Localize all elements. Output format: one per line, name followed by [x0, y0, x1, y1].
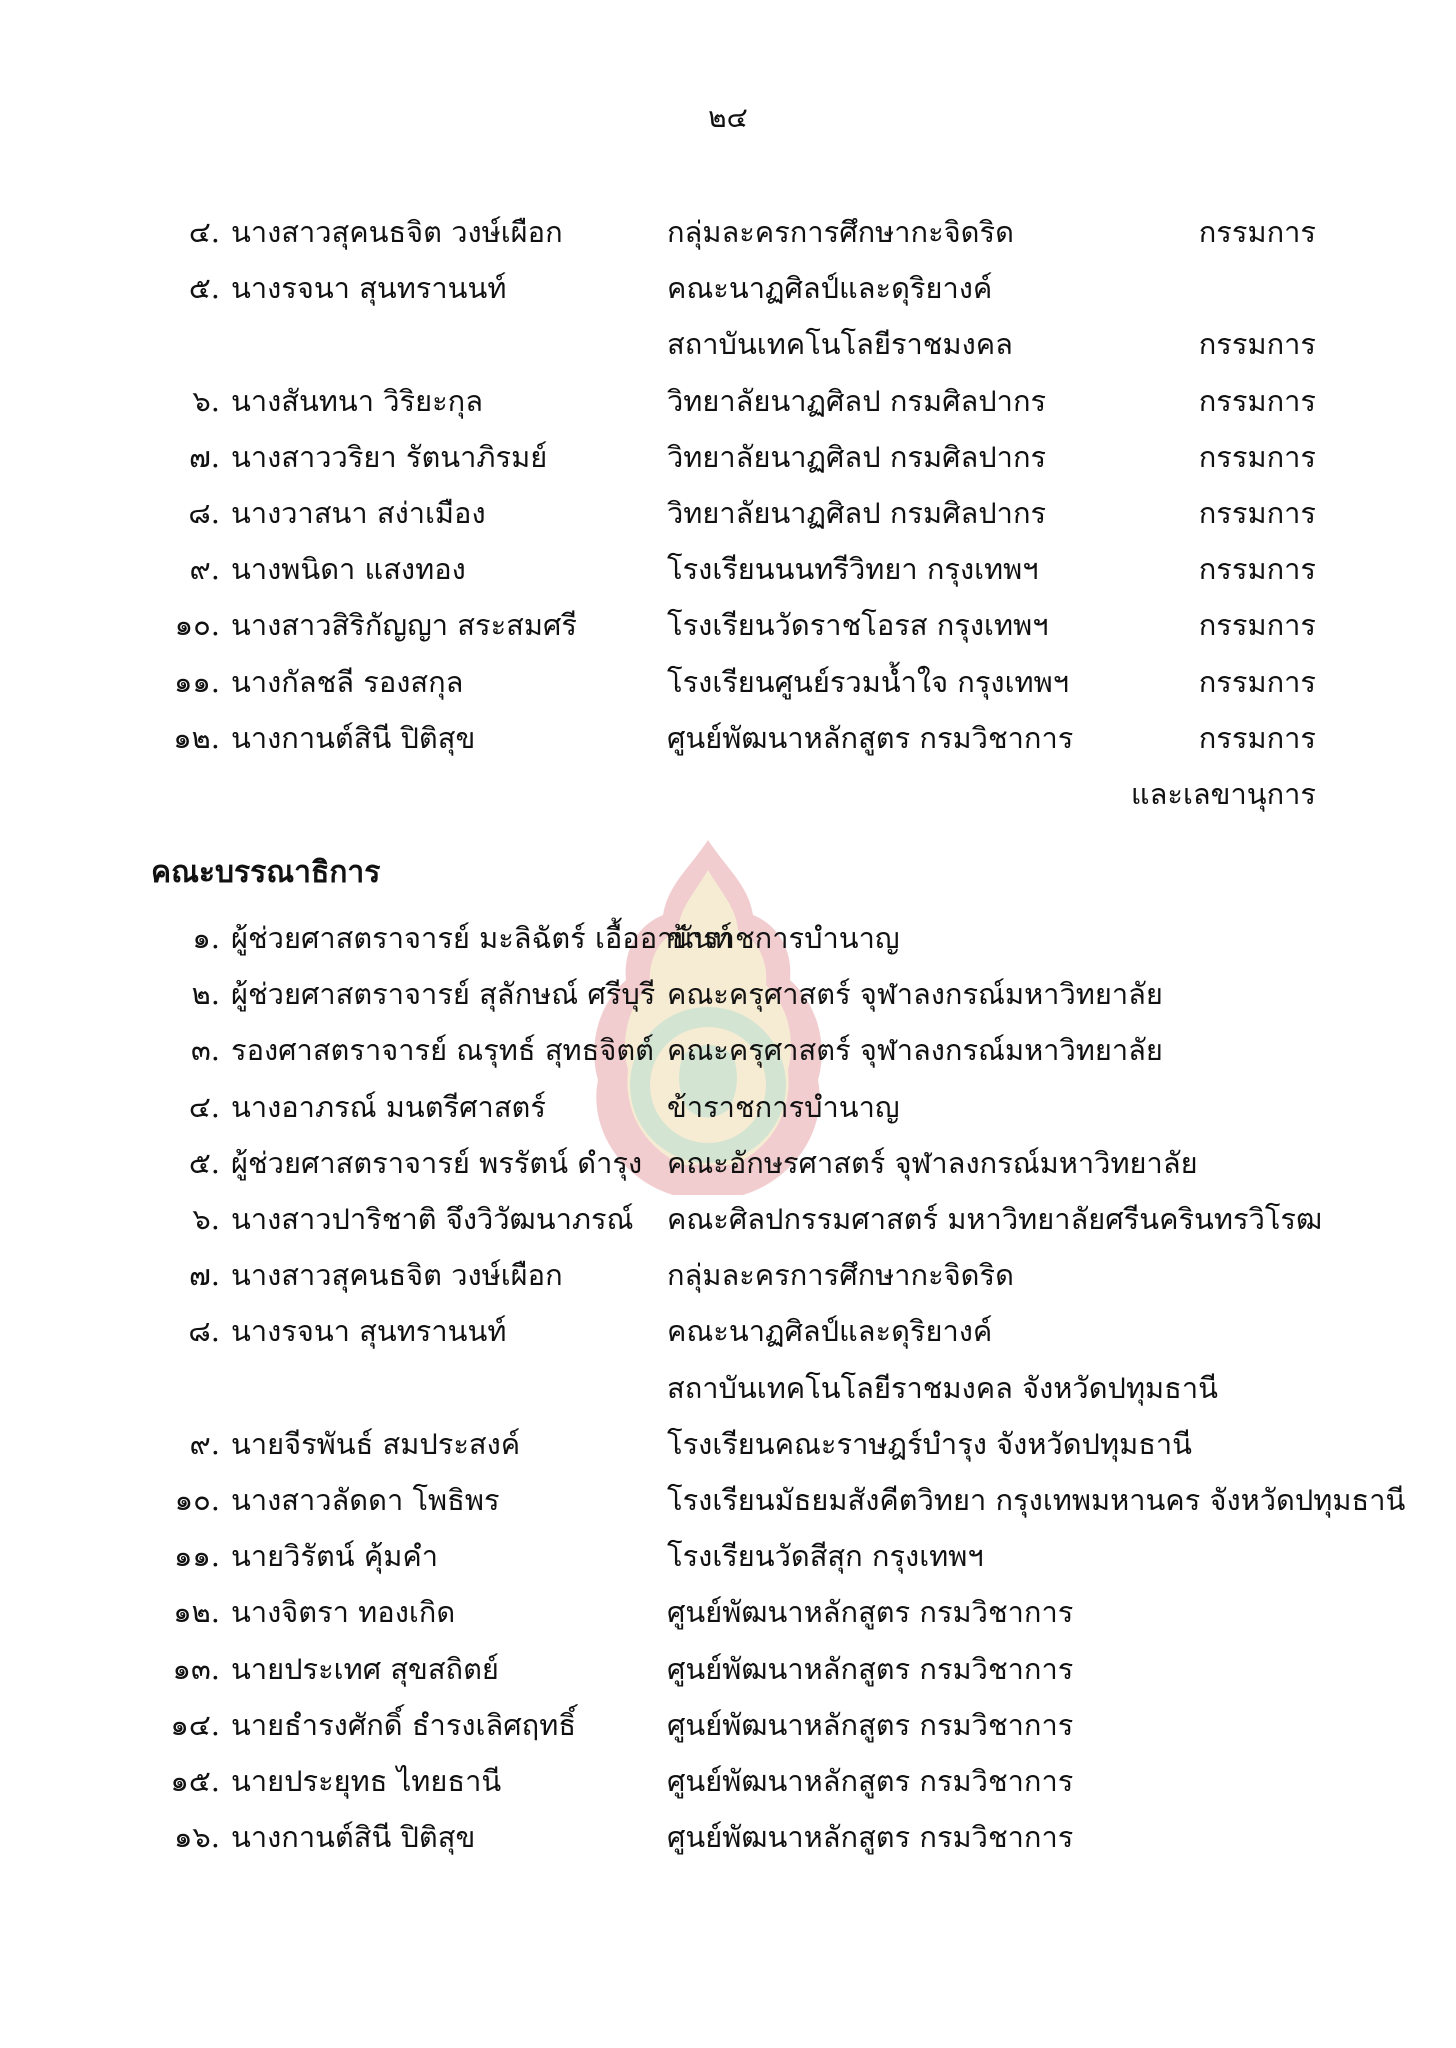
member-affiliation: วิทยาลัยนาฏศิลป กรมศิลปากร [667, 496, 1047, 530]
list-item [0, 1022, 1456, 1078]
member-role: กรรมการ [1198, 552, 1316, 587]
member-name: นางสาวสุคนธจิต วงษ์เผือก [231, 215, 563, 249]
list-item [0, 485, 1456, 541]
member-role: กรรมการ [1198, 664, 1316, 699]
member-name: ผู้ช่วยศาสตราจารย์ มะลิฉัตร์ เอื้ออานันท์ [231, 921, 733, 955]
member-name: ผู้ช่วยศาสตราจารย์ สุลักษณ์ ศรีบุรี [231, 977, 656, 1012]
list-item [0, 1416, 1456, 1472]
item-number: ๘. [188, 1314, 220, 1349]
member-role: กรรมการ [1198, 439, 1316, 474]
member-name: นางสาวสิริกัญญา สระสมศรี [231, 608, 577, 643]
member-name: นางกานต์สินี ปิติสุข [231, 720, 476, 755]
member-affiliation: กลุ่มละครการศึกษากะจิดริด [667, 215, 1014, 249]
member-affiliation: คณะศิลปกรรมศาสตร์ มหาวิทยาลัยศรีนครินทรวิโรฒ [667, 1202, 1323, 1236]
list-item [0, 1697, 1456, 1753]
item-number: ๓. [190, 1033, 220, 1068]
list-item [0, 654, 1456, 710]
list-item [0, 766, 1456, 822]
item-number: ๗. [188, 1258, 220, 1293]
item-number: ๙. [189, 1426, 220, 1461]
list-item [0, 1641, 1456, 1697]
member-role: กรรมการ [1198, 383, 1316, 418]
member-affiliation: วิทยาลัยนาฏศิลป กรมศิลปากร [667, 439, 1047, 474]
list-item [0, 1472, 1456, 1528]
member-affiliation: โรงเรียนวัดราชโอรส กรุงเทพฯ [667, 608, 1049, 643]
item-number: ๑๖. [173, 1820, 220, 1855]
list-item [0, 1753, 1456, 1809]
list-item [0, 204, 1456, 260]
member-affiliation: กลุ่มละครการศึกษากะจิดริด [667, 1258, 1014, 1293]
item-number: ๖. [192, 383, 220, 418]
member-name: นางสาวลัดดา โพธิพร [231, 1483, 500, 1517]
member-role: กรรมการ [1198, 720, 1316, 755]
member-name: นายวิรัตน์ คุ้มคำ [231, 1539, 439, 1574]
item-number: ๕. [188, 271, 220, 306]
item-number: ๑. [192, 921, 220, 955]
member-name: นายประยุทธ ไทยธานี [231, 1764, 502, 1798]
member-name: นางอาภรณ์ มนตรีศาสตร์ [231, 1089, 546, 1124]
item-number: ๔. [188, 1089, 220, 1124]
editorial-heading: คณะบรรณาธิการ [151, 855, 381, 890]
member-affiliation: โรงเรียนศูนย์รวมน้ำใจ กรุงเทพฯ [667, 664, 1070, 699]
item-number: ๑๑. [173, 1539, 220, 1574]
list-item [0, 316, 1456, 372]
member-name: นางสาวสุคนธจิต วงษ์เผือก [231, 1258, 563, 1293]
member-name: นางพนิดา แสงทอง [231, 552, 466, 587]
member-affiliation: โรงเรียนวัดสีสุก กรุงเทพฯ [667, 1539, 984, 1574]
member-name: นางรจนา สุนทรานนท์ [231, 1314, 507, 1349]
member-affiliation: คณะนาฏศิลป์และดุริยางค์ [667, 1314, 993, 1349]
member-affiliation: ศูนย์พัฒนาหลักสูตร กรมวิชาการ [667, 1651, 1074, 1686]
member-affiliation: ข้าราชการบำนาญ [667, 921, 900, 955]
member-affiliation: ศูนย์พัฒนาหลักสูตร กรมวิชาการ [667, 1595, 1074, 1630]
list-item [0, 910, 1456, 966]
member-affiliation: ศูนย์พัฒนาหลักสูตร กรมวิชาการ [667, 1764, 1074, 1798]
member-affiliation: วิทยาลัยนาฏศิลป กรมศิลปากร [667, 383, 1047, 418]
item-number: ๑๑. [173, 664, 220, 699]
member-name: นางสาวปาริชาติ จึงวิวัฒนาภรณ์ [231, 1202, 634, 1236]
item-number: ๑๕. [170, 1764, 220, 1798]
member-affiliation: โรงเรียนคณะราษฎร์บำรุง จังหวัดปทุมธานี [667, 1426, 1193, 1461]
member-affiliation: สถาบันเทคโนโลยีราชมงคล [667, 327, 1013, 362]
item-number: ๒. [191, 977, 220, 1012]
list-item [0, 1247, 1456, 1303]
member-name: นางกานต์สินี ปิติสุข [231, 1820, 476, 1855]
item-number: ๑๐. [174, 608, 220, 643]
member-affiliation: คณะอักษรศาสตร์ จุฬาลงกรณ์มหาวิทยาลัย [667, 1145, 1198, 1180]
member-name: รองศาสตราจารย์ ณรุทธ์ สุทธจิตต์ [231, 1033, 654, 1068]
member-name: ผู้ช่วยศาสตราจารย์ พรรัตน์ ดำรุง [231, 1145, 643, 1180]
page-number: ๒๔ [708, 101, 748, 134]
member-role: กรรมการ [1198, 608, 1316, 643]
item-number: ๖. [192, 1202, 220, 1236]
item-number: ๕. [188, 1145, 220, 1180]
member-affiliation: คณะครุศาสตร์ จุฬาลงกรณ์มหาวิทยาลัย [667, 977, 1163, 1012]
list-item [0, 260, 1456, 316]
member-name: นางวาสนา สง่าเมือง [231, 496, 486, 530]
member-name: นางรจนา สุนทรานนท์ [231, 271, 507, 306]
item-number: ๔. [188, 215, 220, 249]
list-item [0, 1079, 1456, 1135]
list-item [0, 1809, 1456, 1865]
list-item [0, 710, 1456, 766]
member-role: กรรมการ [1198, 327, 1316, 362]
member-affiliation: คณะครุศาสตร์ จุฬาลงกรณ์มหาวิทยาลัย [667, 1033, 1163, 1068]
member-affiliation: ศูนย์พัฒนาหลักสูตร กรมวิชาการ [667, 1707, 1074, 1742]
member-name: นางสันทนา วิริยะกุล [231, 383, 483, 418]
member-role: กรรมการ [1198, 215, 1316, 249]
item-number: ๙. [189, 552, 220, 587]
member-name: นางกัลชลี รองสกุล [231, 664, 464, 699]
member-name: นางจิตรา ทองเกิด [231, 1595, 456, 1630]
member-affiliation: โรงเรียนมัธยมสังคีตวิทยา กรุงเทพมหานคร จังหวัดปทุมธานี [667, 1483, 1406, 1517]
list-item [0, 1135, 1456, 1191]
item-number: ๘. [188, 496, 220, 530]
item-number: ๗. [188, 439, 220, 474]
member-name: นายจีรพันธ์ สมประสงค์ [231, 1426, 521, 1461]
member-affiliation: ข้าราชการบำนาญ [667, 1089, 900, 1124]
list-item [0, 1360, 1456, 1416]
item-number: ๑๒. [173, 1595, 220, 1630]
item-number: ๑๐. [174, 1483, 220, 1517]
member-role: และเลขานุการ [1130, 777, 1316, 811]
member-affiliation: โรงเรียนนนทรีวิทยา กรุงเทพฯ [667, 552, 1039, 587]
list-item [0, 429, 1456, 485]
member-affiliation: ศูนย์พัฒนาหลักสูตร กรมวิชาการ [667, 720, 1074, 755]
list-item [0, 966, 1456, 1022]
member-role: กรรมการ [1198, 496, 1316, 530]
item-number: ๑๓. [172, 1651, 220, 1686]
member-name: นายประเทศ สุขสถิตย์ [231, 1651, 499, 1686]
member-affiliation: คณะนาฏศิลป์และดุริยางค์ [667, 271, 993, 306]
list-item [0, 1303, 1456, 1359]
member-affiliation: สถาบันเทคโนโลยีราชมงคล จังหวัดปทุมธานี [667, 1370, 1218, 1405]
list-item [0, 1584, 1456, 1640]
list-item [0, 1191, 1456, 1247]
item-number: ๑๒. [173, 720, 220, 755]
member-name: นางสาววริยา รัตนาภิรมย์ [231, 439, 548, 474]
list-item [0, 1528, 1456, 1584]
list-item [0, 597, 1456, 653]
member-affiliation: ศูนย์พัฒนาหลักสูตร กรมวิชาการ [667, 1820, 1074, 1855]
list-item [0, 541, 1456, 597]
item-number: ๑๔. [170, 1707, 220, 1742]
member-name: นายธำรงศักดิ์ ธำรงเลิศฤทธิ์ [231, 1707, 577, 1742]
list-item [0, 373, 1456, 429]
